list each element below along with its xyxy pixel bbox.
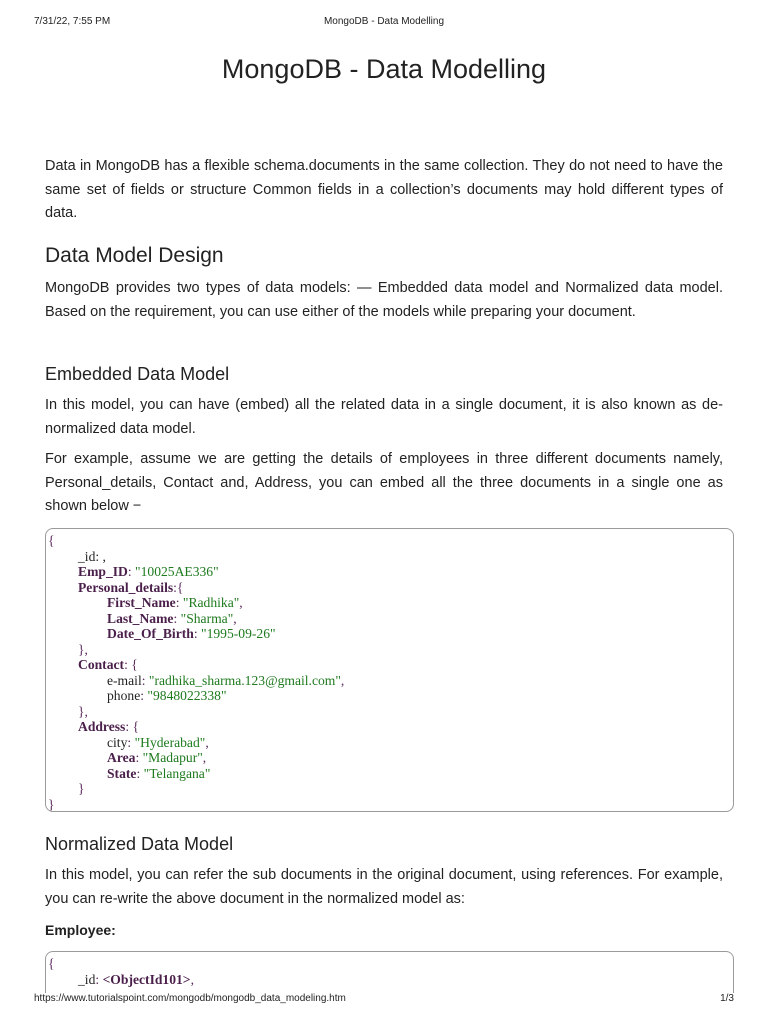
section-heading-data-model-design: Data Model Design xyxy=(45,244,224,267)
print-datetime: 7/31/22, 7:55 PM xyxy=(34,16,111,27)
normalized-code-block: { _id: <ObjectId101>, xyxy=(45,951,734,993)
embedded-code-block: { _id: , Emp_ID: "10025AE336" Personal_details:{ First_Name: "Radhika", Last_Name: "Sharma", Date_Of_Birth: "1995-09-26" }, Contact: { e-mail: "radhika_sharma.123@gmail.com", phone: "9848022338" }, Address: { city: "Hyderabad", Area: "Madapur", State: "Telangana" } } xyxy=(45,528,734,812)
embedded-paragraph-1: In this model, you can have (embed) all the related data in a single document, it is also known as de-normalized data model. xyxy=(45,397,723,437)
page-title: MongoDB - Data Modelling xyxy=(221,54,547,84)
section-heading-normalized: Normalized Data Model xyxy=(45,834,234,854)
embedded-paragraph-2: For example, assume we are getting the details of employees in three different documents namely, Personal_details, Contact and, Address, you can embed all the three documents in a single one as shown below − xyxy=(45,451,723,514)
normalized-paragraph: In this model, you can refer the sub documents in the original document, using references. For example, you can re-write the above document in the normalized model as: xyxy=(45,867,723,907)
print-footer xyxy=(34,993,734,1007)
print-page-title: MongoDB - Data Modelling xyxy=(323,16,445,27)
print-header xyxy=(34,16,734,30)
print-url: https://www.tutorialspoint.com/mongodb/mongodb_data_modeling.htm xyxy=(34,993,346,1004)
page-number: 1/3 xyxy=(720,993,734,1004)
intro-paragraph: Data in MongoDB has a flexible schema.documents in the same collection. They do not need to have the same set of fields or structure Common fields in a collection’s documents may hold different types of data. xyxy=(45,158,723,221)
employee-label: Employee: xyxy=(45,922,116,938)
design-paragraph: MongoDB provides two types of data models: — Embedded data model and Normalized data model. Based on the requirement, you can use either of the models while preparing your document. xyxy=(45,280,723,320)
section-heading-embedded: Embedded Data Model xyxy=(45,364,230,384)
